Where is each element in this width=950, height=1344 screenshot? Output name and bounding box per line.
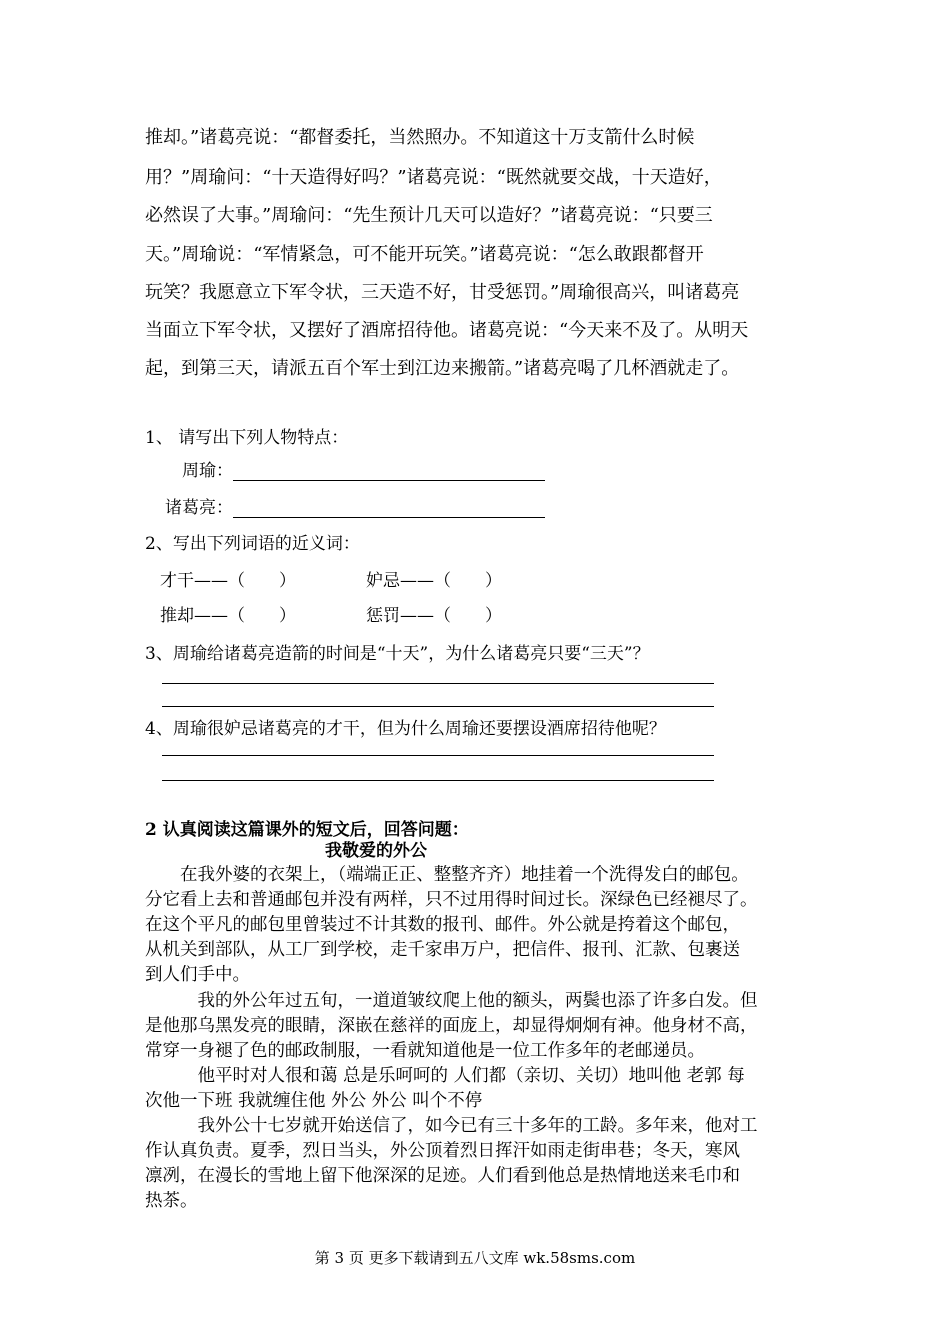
article-line: 次他一下班 我就缠住他 外公 外公 叫个不停	[145, 1091, 483, 1111]
article-line: 热茶。	[145, 1191, 198, 1211]
article-line: 作认真负责。夏季，烈日当头，外公顶着烈日挥汗如雨走街串巷；冬天，寒风	[145, 1141, 740, 1161]
page-footer: 第 3 页 更多下载请到五八文库 wk.58sms.com	[314, 1249, 636, 1267]
article-title: 我敬爱的外公	[325, 841, 427, 861]
passage1-line: 推却。”诸葛亮说：“都督委托，当然照办。不知道这十万支箭什么时候	[145, 127, 695, 148]
section-2-heading: 2 认真阅读这篇课外的短文后，回答问题：	[145, 820, 469, 840]
article-line: 他平时对人很和蔼 总是乐呵呵的 人们都（亲切、关切）地叫他 老郭 每	[145, 1066, 745, 1086]
answer-line[interactable]	[162, 683, 714, 684]
answer-blank-zhouyu[interactable]	[233, 462, 545, 481]
synonym-item: 妒忌——（ ）	[366, 571, 502, 591]
article-line: 从机关到部队，从工厂到学校，走千家串万户，把信件、报刊、汇款、包裹送	[145, 940, 740, 960]
article-line: 在这个平凡的邮包里曾装过不计其数的报刊、邮件。外公就是挎着这个邮包，	[145, 915, 740, 935]
question-1-prompt: 1、 请写出下列人物特点：	[145, 428, 349, 448]
article-line: 凛冽，在漫长的雪地上留下他深深的足迹。人们看到他总是热情地送来毛巾和	[145, 1166, 740, 1186]
passage1-line: 当面立下军令状，又摆好了酒席招待他。诸葛亮说：“今天来不及了。从明天	[145, 320, 749, 341]
article-line: 在我外婆的衣架上，（端端正正、整整齐齐）地挂着一个洗得发白的邮包。	[145, 865, 749, 885]
question-3-prompt: 3、周瑜给诸葛亮造箭的时间是“十天”，为什么诸葛亮只要“三天”？	[145, 644, 650, 664]
answer-line[interactable]	[162, 706, 714, 707]
passage1-line: 必然误了大事。”周瑜问：“先生预计几天可以造好？”诸葛亮说：“只要三	[145, 205, 713, 226]
synonym-item: 惩罚——（ ）	[366, 606, 502, 626]
article-line: 是他那乌黑发亮的眼睛，深嵌在慈祥的面庞上，却显得炯炯有神。他身材不高，	[145, 1016, 758, 1036]
article-line: 常穿一身褪了色的邮政制服，一看就知道他是一位工作多年的老邮递员。	[145, 1041, 705, 1061]
article-line: 分它看上去和普通邮包并没有两样，只不过用得时间过长。深绿色已经褪尽了。	[145, 890, 758, 910]
answer-line[interactable]	[162, 755, 714, 756]
article-line: 到人们手中。	[145, 965, 250, 985]
label-zhuge: 诸葛亮：	[165, 498, 233, 518]
article-line: 我的外公年过五旬，一道道皱纹爬上他的额头，两鬓也添了许多白发。但	[145, 991, 758, 1011]
question-2-prompt: 2、写出下列词语的近义词：	[145, 534, 360, 554]
synonym-item: 推却——（ ）	[160, 606, 296, 626]
answer-line[interactable]	[162, 780, 714, 781]
question-1-zhouyu	[182, 456, 545, 481]
passage1-line: 用？”周瑜问：“十天造得好吗？”诸葛亮说：“既然就要交战，十天造好，	[145, 167, 722, 188]
question-4-prompt: 4、周瑜很妒忌诸葛亮的才干，但为什么周瑜还要摆设酒席招待他呢？	[145, 719, 666, 739]
answer-blank-zhuge[interactable]	[233, 499, 545, 518]
label-zhouyu: 周瑜：	[182, 461, 233, 481]
passage1-line: 起，到第三天，请派五百个军士到江边来搬箭。”诸葛亮喝了几杯酒就走了。	[145, 358, 740, 379]
question-1-zhuge	[165, 493, 545, 518]
passage1-line: 天。”周瑜说：“军情紧急，可不能开玩笑。”诸葛亮说：“怎么敢跟都督开	[145, 244, 704, 265]
passage1-line: 玩笑？我愿意立下军令状，三天造不好，甘受惩罚。”周瑜很高兴，叫诸葛亮	[145, 282, 740, 303]
synonym-item: 才干——（ ）	[160, 571, 296, 591]
article-line: 我外公十七岁就开始送信了，如今已有三十多年的工龄。多年来，他对工	[145, 1116, 758, 1136]
